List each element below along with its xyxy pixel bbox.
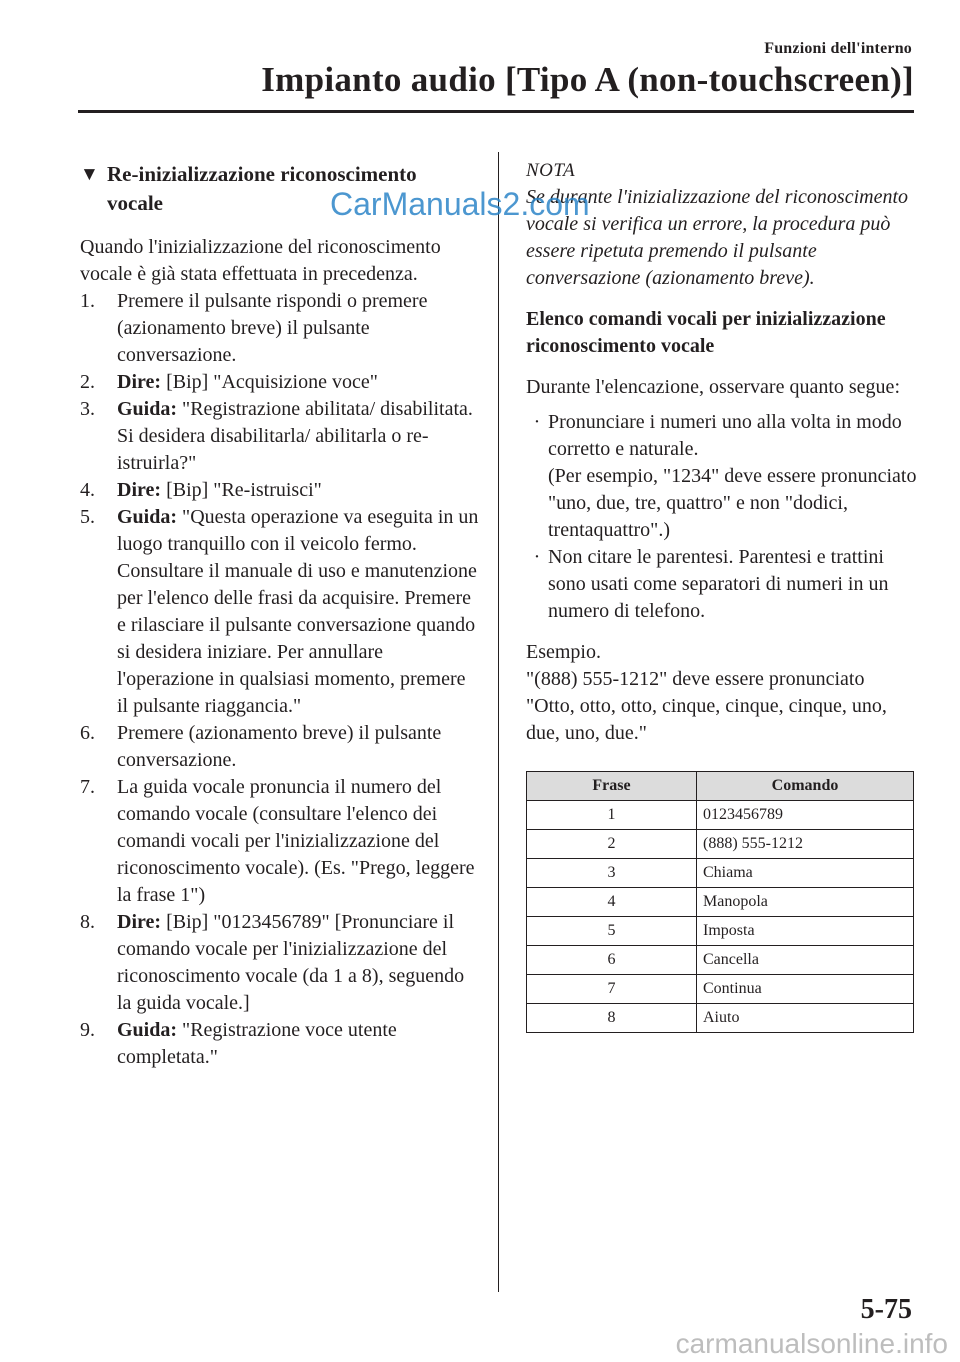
bullet-subtext: (Per esempio, "1234" deve essere pronunciato "uno, due, tre, quattro" e non "dodici, trentaquattro".)	[548, 465, 917, 541]
step-label: Guida:	[117, 506, 178, 528]
step-item	[80, 288, 480, 369]
column-divider	[498, 152, 499, 1292]
guidelines-list	[526, 409, 918, 625]
note-title: NOTA	[526, 160, 576, 181]
section-heading-line1: Re-inizializzazione riconoscimento	[107, 162, 417, 186]
intro-paragraph: Quando l'inizializzazione del riconoscimento vocale è già stata effettuata in precedenza.	[80, 236, 441, 285]
step-number: 7.	[80, 776, 95, 798]
step-label: Guida:	[117, 398, 178, 420]
table-row	[527, 859, 914, 888]
step-item	[80, 720, 480, 774]
note-text: Se durante l'inizializzazione del riconoscimento vocale si verifica un errore, la procedura può essere ripetuta premendo il pulsante conversazione (azionamento breve).	[526, 186, 909, 289]
section-heading-line2: vocale	[107, 191, 163, 215]
step-text: La guida vocale pronuncia il numero del comando vocale (consultare l'elenco dei comandi vocali per l'inizializzazione del riconoscimento vocale). (Es. "Prego, leggere la frase 1")	[117, 776, 475, 906]
step-number: 9.	[80, 1019, 95, 1041]
example-label: Esempio.	[526, 641, 601, 663]
table-cell: Aiuto	[697, 1004, 914, 1033]
bullet-dot-icon: ·	[533, 411, 541, 433]
step-text: "Questa operazione va eseguita in un luogo tranquillo con il veicolo fermo. Consultare il manuale di uso e manutenzione per l'elenco delle frasi da acquisire. Premere e rilasciare il pulsante conversazione quando si desidera iniziare. Per annullare l'operazione in qualsiasi momento, premere il pulsante riaggancia."	[117, 506, 479, 717]
table-cell: 4	[527, 888, 697, 917]
table-cell: 1	[527, 801, 697, 830]
step-number: 8.	[80, 911, 95, 933]
list-item	[526, 544, 918, 625]
steps-list	[80, 288, 480, 1071]
table-cell: 5	[527, 917, 697, 946]
step-text: Premere (azionamento breve) il pulsante conversazione.	[117, 722, 442, 771]
step-number: 2.	[80, 371, 95, 393]
command-table	[526, 771, 914, 1033]
step-text: [Bip] "Re-istruisci"	[166, 479, 322, 501]
step-number: 6.	[80, 722, 95, 744]
bullet-text: Pronunciare i numeri uno alla volta in modo corretto e naturale.	[548, 411, 902, 460]
table-cell: 6	[527, 946, 697, 975]
bullet-text: Non citare le parentesi. Parentesi e trattini sono usati come separatori di numeri in un numero di telefono.	[548, 546, 889, 622]
step-number: 4.	[80, 479, 95, 501]
header-rule	[78, 110, 914, 113]
step-number: 5.	[80, 506, 95, 528]
example-text: "(888) 555-1212" deve essere pronunciato "Otto, otto, otto, cinque, cinque, cinque, uno, due, uno, due."	[526, 668, 887, 744]
step-item	[80, 504, 480, 720]
step-item	[80, 396, 480, 477]
table-cell: 0123456789	[697, 801, 914, 830]
step-label: Guida:	[117, 1019, 178, 1041]
table-cell: 3	[527, 859, 697, 888]
column-header-comando: Comando	[697, 772, 914, 801]
table-row	[527, 801, 914, 830]
table-cell: 8	[527, 1004, 697, 1033]
step-text: "Registrazione voce utente completata."	[117, 1019, 397, 1068]
step-number: 3.	[80, 398, 95, 420]
example-paragraph	[526, 639, 918, 747]
guide-intro: Durante l'elencazione, osservare quanto segue:	[526, 376, 900, 398]
step-item	[80, 909, 480, 1017]
step-item	[80, 1017, 480, 1071]
table-row	[527, 975, 914, 1004]
table-row	[527, 830, 914, 859]
table-cell: Chiama	[697, 859, 914, 888]
table-row	[527, 946, 914, 975]
step-text: Premere il pulsante rispondi o premere (azionamento breve) il pulsante conversazione.	[117, 290, 428, 366]
table-cell: Manopola	[697, 888, 914, 917]
bullet-dot-icon: ·	[533, 546, 541, 568]
step-text: [Bip] "Acquisizione voce"	[166, 371, 378, 393]
command-list-heading: Elenco comandi vocali per inizializzazione riconoscimento vocale	[526, 308, 886, 357]
watermark-link[interactable]: CarManuals2.com	[330, 186, 590, 222]
table-cell: Imposta	[697, 917, 914, 946]
left-column	[80, 160, 480, 1071]
footer-site-link[interactable]: carmanualsonline.info	[675, 1328, 948, 1359]
table-cell: 2	[527, 830, 697, 859]
step-number: 1.	[80, 290, 95, 312]
table-row	[527, 888, 914, 917]
step-label: Dire:	[117, 911, 162, 933]
table-header-row	[527, 772, 914, 801]
section-label: Funzioni dell'interno	[764, 40, 912, 57]
page-title: Impianto audio [Tipo A (non-touchscreen)]	[261, 60, 914, 99]
table-row	[527, 917, 914, 946]
step-text: [Bip] "0123456789" [Pronunciare il comando vocale per l'inizializzazione del riconoscimento vocale (da 1 a 8), seguendo la guida vocale.]	[117, 911, 465, 1014]
triangle-marker-icon: ▼	[80, 164, 99, 185]
table-row	[527, 1004, 914, 1033]
table-cell: 7	[527, 975, 697, 1004]
step-label: Dire:	[117, 371, 162, 393]
list-item	[526, 409, 918, 544]
page-number: 5-75	[860, 1294, 912, 1325]
table-cell: Cancella	[697, 946, 914, 975]
right-column	[526, 158, 918, 1033]
table-cell: Continua	[697, 975, 914, 1004]
step-item	[80, 774, 480, 909]
step-item	[80, 369, 480, 396]
step-item	[80, 477, 480, 504]
step-label: Dire:	[117, 479, 162, 501]
table-cell: (888) 555-1212	[697, 830, 914, 859]
column-header-frase: Frase	[527, 772, 697, 801]
step-text: "Registrazione abilitata/ disabilitata. Si desidera disabilitarla/ abilitarla o re-istruirla?"	[117, 398, 473, 474]
